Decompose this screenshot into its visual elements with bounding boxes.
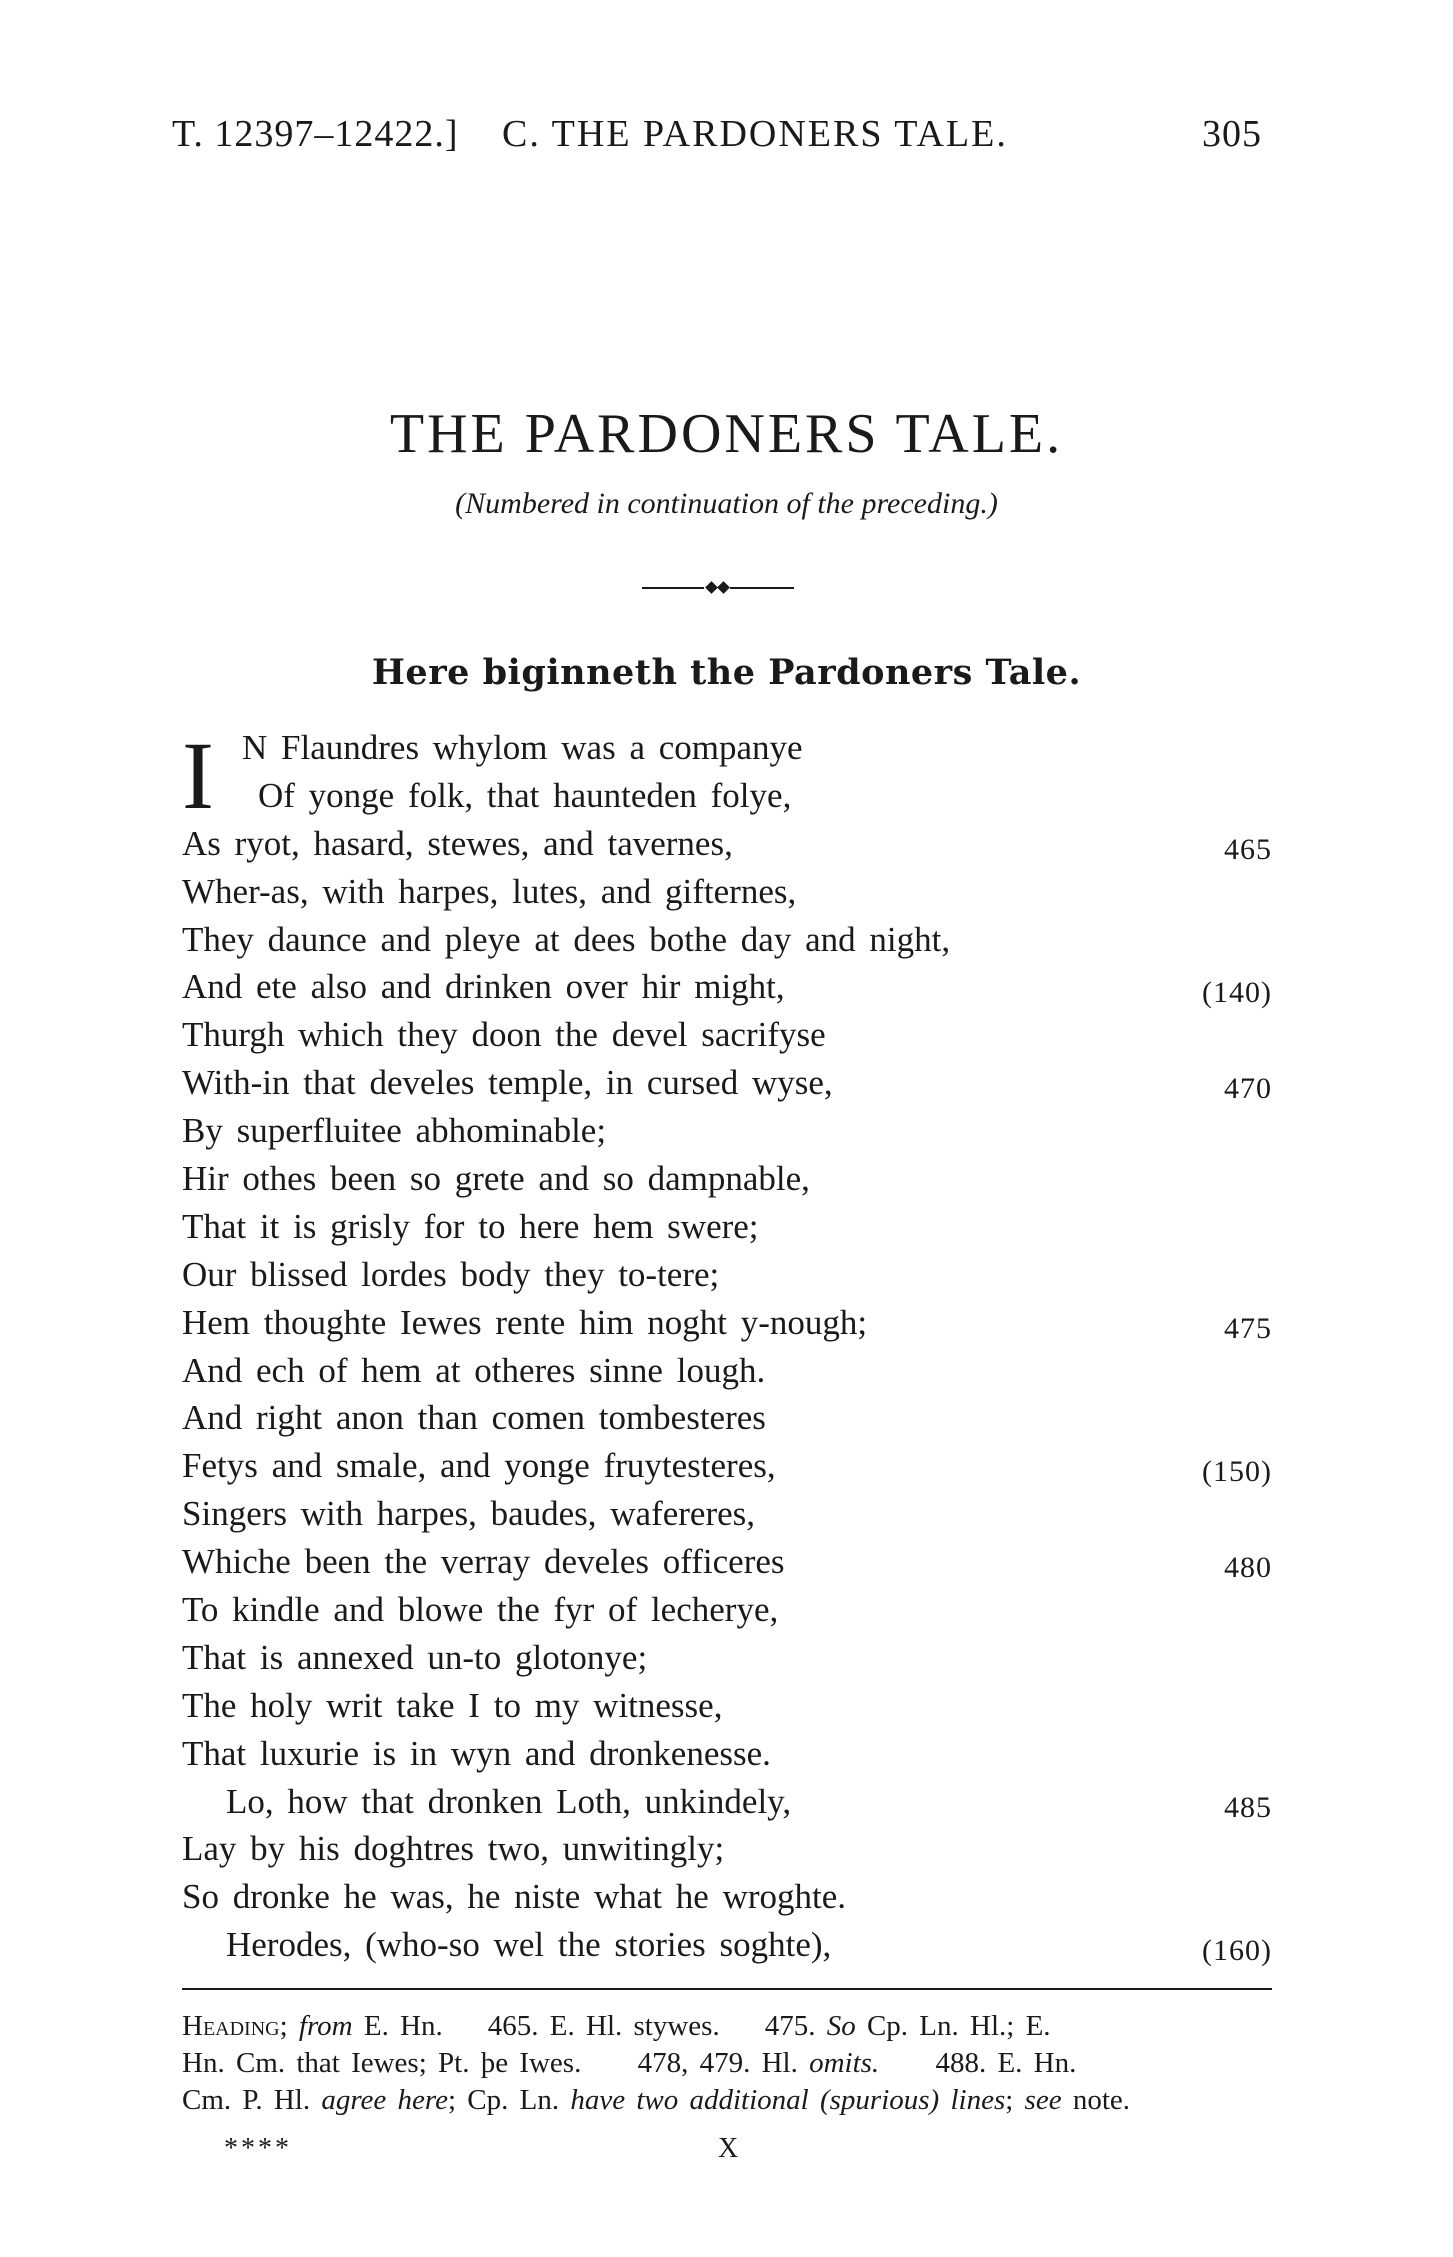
verse-line — [182, 1538, 1272, 1586]
verse-line — [182, 1921, 1272, 1969]
line-number: 480 — [1224, 1551, 1272, 1585]
verse-line — [182, 1299, 1272, 1347]
running-head — [172, 112, 1262, 162]
verse-line — [182, 1442, 1272, 1490]
footnote-line: Hn. Cm. that Iewes; Pt. þe Iwes. 478, 479. Hl. omits. 488. E. Hn. — [182, 2047, 1077, 2079]
verse-line — [182, 1011, 1272, 1059]
verse-line — [182, 963, 1272, 1011]
ornament-divider-icon — [642, 583, 794, 593]
verse-line — [182, 1634, 1272, 1682]
verse-line — [182, 1825, 1272, 1873]
line-number: (140) — [1202, 976, 1272, 1010]
footnote-line: Cm. P. Hl. agree here; Cp. Ln. have two additional (spurious) lines; see note. — [182, 2084, 1131, 2116]
line-number: 470 — [1224, 1072, 1272, 1106]
verse-line — [182, 1873, 1272, 1921]
signature-stars: **** — [224, 2133, 292, 2164]
verse-line — [182, 1203, 1272, 1251]
footnote-rule — [182, 1988, 1272, 1990]
verse-text: They daunce and pleye at dees bothe day and night, — [182, 919, 951, 959]
tale-subtitle: (Numbered in continuation of the preceding.) — [455, 487, 998, 520]
tale-title: THE PARDONERS TALE. — [389, 403, 1064, 465]
verse-text: Hir othes been so grete and so dampnable, — [182, 1159, 810, 1199]
footnote-line: Heading; from E. Hn. 465. E. Hl. stywes. 475. So Cp. Ln. Hl.; E. — [182, 2010, 1051, 2042]
drop-cap: I — [182, 722, 214, 829]
verse-line — [182, 868, 1272, 916]
verse-text: And ete also and drinken over hir might, — [182, 967, 785, 1007]
verse-text: And right anon than comen tombesteres — [182, 1398, 766, 1438]
section-heading: Here biginneth the Pardoners Tale. — [371, 652, 1082, 693]
verse-text: By superfluitee abhominable; — [182, 1111, 607, 1151]
verse-line — [182, 1059, 1272, 1107]
running-head-line-range: T. 12397–12422.] — [172, 113, 459, 155]
line-number: (150) — [1202, 1455, 1272, 1489]
verse-text: Wher-as, with harpes, lutes, and gifternes, — [182, 871, 797, 911]
line-number: 475 — [1224, 1311, 1272, 1345]
verse-text: That luxurie is in wyn and dronkenesse. — [182, 1733, 771, 1773]
verse-line — [182, 1347, 1272, 1395]
verse-text: To kindle and blowe the fyr of lecherye, — [182, 1590, 779, 1630]
verse-text: So dronke he was, he niste what he wroghte. — [182, 1877, 847, 1917]
verse-text: That it is grisly for to here hem swere; — [182, 1206, 759, 1246]
verse-text: Fetys and smale, and yonge fruytesteres, — [182, 1446, 776, 1486]
verse-text: And ech of hem at otheres sinne lough. — [182, 1350, 766, 1390]
footnotes — [182, 2008, 1272, 2119]
verse-line — [182, 1682, 1272, 1730]
verse-text: Singers with harpes, baudes, wafereres, — [182, 1494, 756, 1534]
verse-line — [182, 1778, 1272, 1826]
verse-line — [182, 916, 1272, 964]
verse-line — [182, 1107, 1272, 1155]
verse-line — [182, 1394, 1272, 1442]
verse-text: Thurgh which they doon the devel sacrifyse — [182, 1015, 826, 1055]
line-number: 465 — [1224, 832, 1272, 866]
verse-text: Of yonge folk, that haunteden folye, — [258, 775, 792, 815]
verse-line — [182, 1251, 1272, 1299]
verse-text: Whiche been the verray develes officeres — [182, 1542, 785, 1582]
verse-line — [182, 820, 1272, 868]
verse-text: Our blissed lordes body they to-tere; — [182, 1254, 720, 1294]
verse-text: As ryot, hasard, stewes, and tavernes, — [182, 823, 733, 863]
verse-line — [182, 1586, 1272, 1634]
verse-block — [182, 724, 1272, 1969]
verse-line — [182, 772, 1272, 820]
verse-text: Herodes, (who-so wel the stories soghte), — [226, 1925, 832, 1965]
verse-text: The holy writ take I to my witnesse, — [182, 1685, 723, 1725]
verse-text: Lay by his doghtres two, unwitingly; — [182, 1829, 725, 1869]
page-number: 305 — [1202, 113, 1262, 155]
verse-line — [182, 1155, 1272, 1203]
verse-line — [182, 724, 1272, 772]
line-number: 485 — [1224, 1790, 1272, 1824]
line-number: (160) — [1202, 1934, 1272, 1968]
running-head-title: C. THE PARDONERS TALE. — [502, 113, 1008, 155]
signature-mark: X — [718, 2133, 739, 2164]
verse-text: Hem thoughte Iewes rente him noght y-nough; — [182, 1302, 868, 1342]
verse-line — [182, 1490, 1272, 1538]
verse-text: Lo, how that dronken Loth, unkindely, — [226, 1781, 792, 1821]
verse-text: With-in that develes temple, in cursed wyse, — [182, 1063, 833, 1103]
verse-text: N Flaundres whylom was a companye — [242, 728, 803, 767]
verse-line — [182, 1730, 1272, 1778]
verse-text: That is annexed un-to glotonye; — [182, 1637, 648, 1677]
